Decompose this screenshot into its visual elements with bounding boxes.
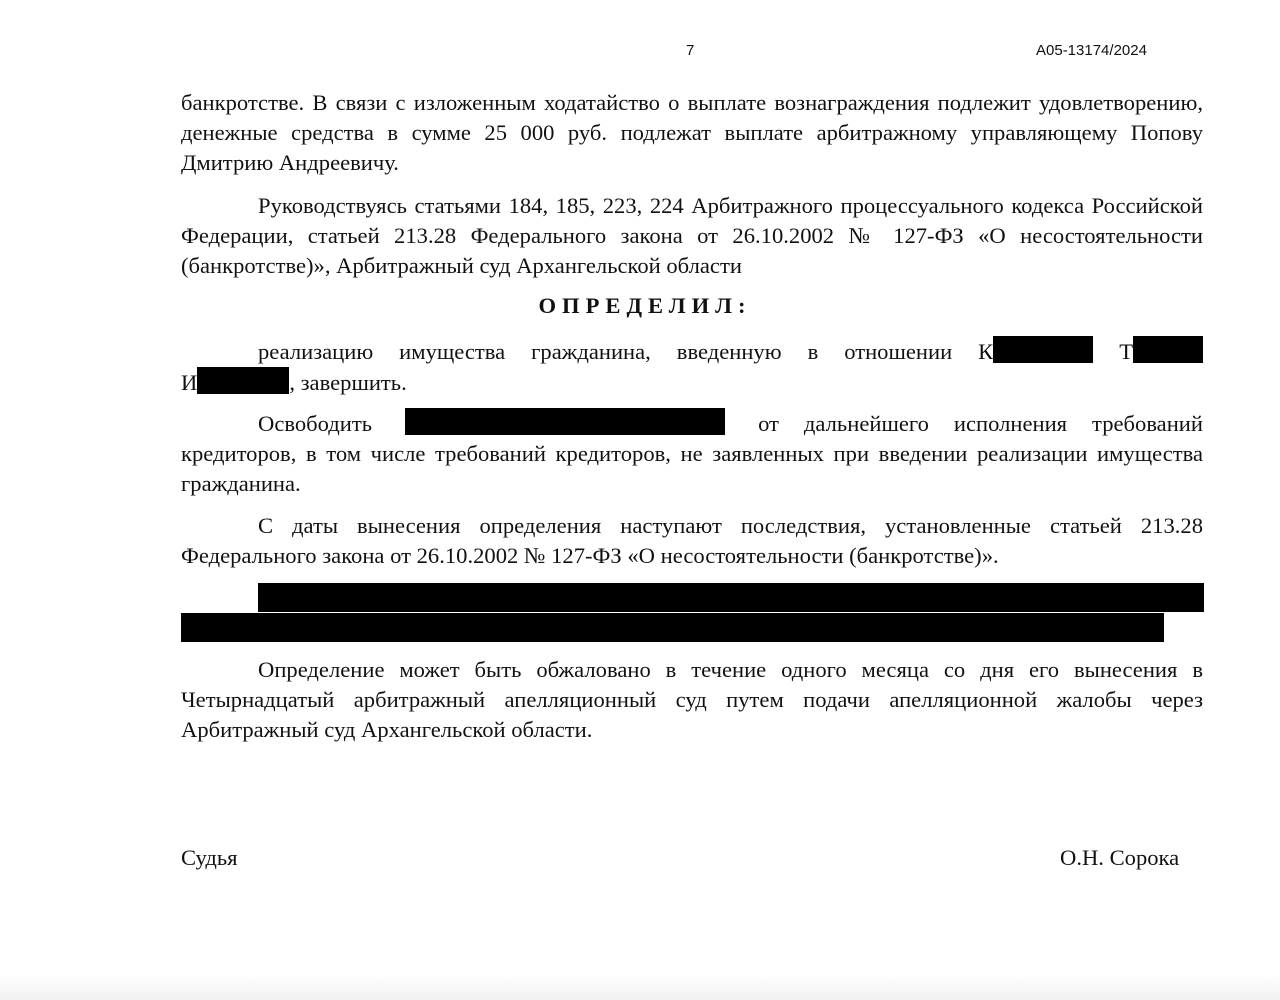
redaction-block [181, 613, 1164, 642]
paragraph-complete-sale [181, 336, 1203, 398]
paragraph-reward [181, 88, 1203, 178]
redaction-block [197, 367, 289, 394]
page-number: 7 [686, 42, 695, 59]
text-fragment: Т [1119, 339, 1134, 364]
redaction-block [258, 583, 1204, 612]
text-fragment: реализацию имущества гражданина, введенную в отношении К [258, 339, 994, 364]
redaction-block [1133, 336, 1203, 363]
paragraph-legal-basis [181, 191, 1203, 281]
text-fragment: И [181, 370, 198, 395]
paragraph-line [181, 336, 1203, 367]
paragraph-line [181, 367, 1203, 398]
decision-heading: ОПРЕДЕЛИЛ: [538, 293, 752, 318]
signature-name: О.Н. Сорока [1060, 845, 1180, 870]
text-fragment: Освободить [258, 411, 373, 436]
redaction-block [405, 408, 725, 435]
paragraph-consequences [181, 511, 1203, 571]
paragraph-appeal [181, 655, 1203, 745]
paragraph-release [181, 408, 1203, 499]
paragraph-text: банкротстве. В связи с изложенным ходатайство о выплате вознаграждения подлежит удовлетворению, денежные средства в сумме 25 000 руб. подлежат выплате арбитражному управляющему Попову Дмитрию Андреевичу. [181, 90, 1203, 175]
redaction-block [993, 336, 1093, 363]
signature-role: Судья [181, 845, 238, 870]
page-edge-shadow [0, 975, 1280, 1000]
paragraph-text: Руководствуясь статьями 184, 185, 223, 224 Арбитражного процессуального кодекса Российской Федерации, статьей 213.28 Федерального закона от 26.10.2002 № 127-ФЗ «О несостоятельности (банкротстве)», Арбитражный суд Архангельской области [181, 193, 1203, 278]
case-number: А05-13174/2024 [1036, 42, 1147, 59]
text-fragment: , завершить. [289, 370, 407, 395]
paragraph-text: Определение может быть обжаловано в течение одного месяца со дня его вынесения в Четырнадцатый арбитражный апелляционный суд путем подачи апелляционной жалобы через Арбитражный суд Архангельской области. [181, 657, 1203, 742]
paragraph-text: С даты вынесения определения наступают последствия, установленные статьей 213.28 Федерального закона от 26.10.2002 № 127-ФЗ «О несостоятельности (банкротстве)». [181, 513, 1203, 568]
paragraph-text [181, 408, 1203, 499]
text-fragment: от дальнейшего исполнения требований кредиторов, в том числе требований кредиторов, не заявленных при введении реализации имущества гражданина. [181, 411, 1203, 496]
